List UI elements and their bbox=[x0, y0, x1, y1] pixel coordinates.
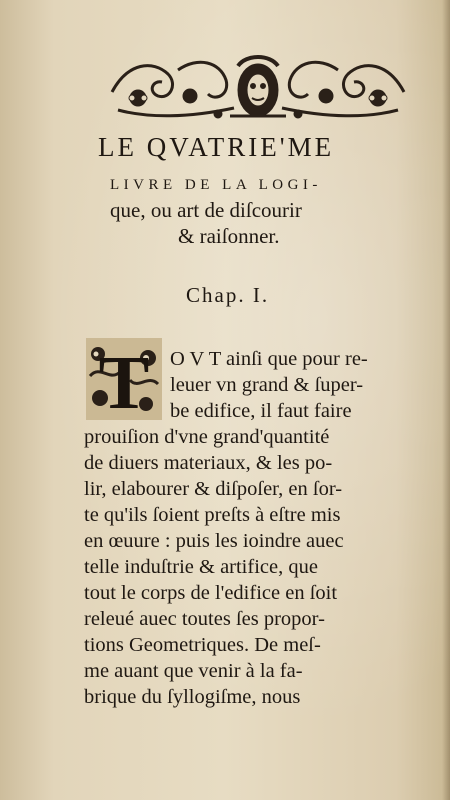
body-line: tout le corps de l'edifice en ſoit bbox=[84, 582, 338, 604]
body-line: prouiſion d'vne grand'quantité bbox=[84, 426, 330, 448]
third-line-rest: be edifice, il faut faire bbox=[170, 400, 352, 422]
subtitle-line-3: & raiſonner. bbox=[178, 224, 280, 248]
body-line: lir, elabourer & diſpoſer, en ſor- bbox=[84, 478, 343, 500]
page-edge-shadow bbox=[442, 0, 450, 800]
book-title: LE QVATRIE'ME bbox=[98, 132, 335, 162]
first-line-rest: O V T ainſi que pour re- bbox=[170, 348, 368, 370]
body-line: telle induſtrie & artifice, que bbox=[84, 556, 318, 578]
body-line: releué auec toutes ſes propor- bbox=[84, 608, 325, 630]
second-line-rest: leuer vn grand & ſuper- bbox=[170, 374, 364, 396]
drop-cap-letter: T bbox=[98, 341, 150, 420]
drop-cap-foliage-icon bbox=[86, 338, 162, 420]
decorated-drop-cap bbox=[86, 338, 162, 420]
body-line: tions Geometriques. De meſ- bbox=[84, 634, 321, 656]
body-line: brique du ſyllogiſme, nous bbox=[84, 686, 301, 708]
chapter-heading: Chap. I. bbox=[186, 283, 270, 307]
body-line: en œuure : puis les ioindre auec bbox=[84, 530, 344, 552]
body-line: de diuers materiaux, & les po- bbox=[84, 452, 333, 474]
body-line: me auant que venir à la fa- bbox=[84, 660, 303, 682]
subtitle-line-1: LIVRE DE LA LOGI- bbox=[110, 177, 322, 193]
floral-headpiece-ornament bbox=[108, 52, 410, 124]
subtitle-line-2: que, ou art de diſcourir bbox=[110, 198, 302, 222]
body-line: te qu'ils ſoient preſts à eſtre mis bbox=[84, 504, 341, 526]
